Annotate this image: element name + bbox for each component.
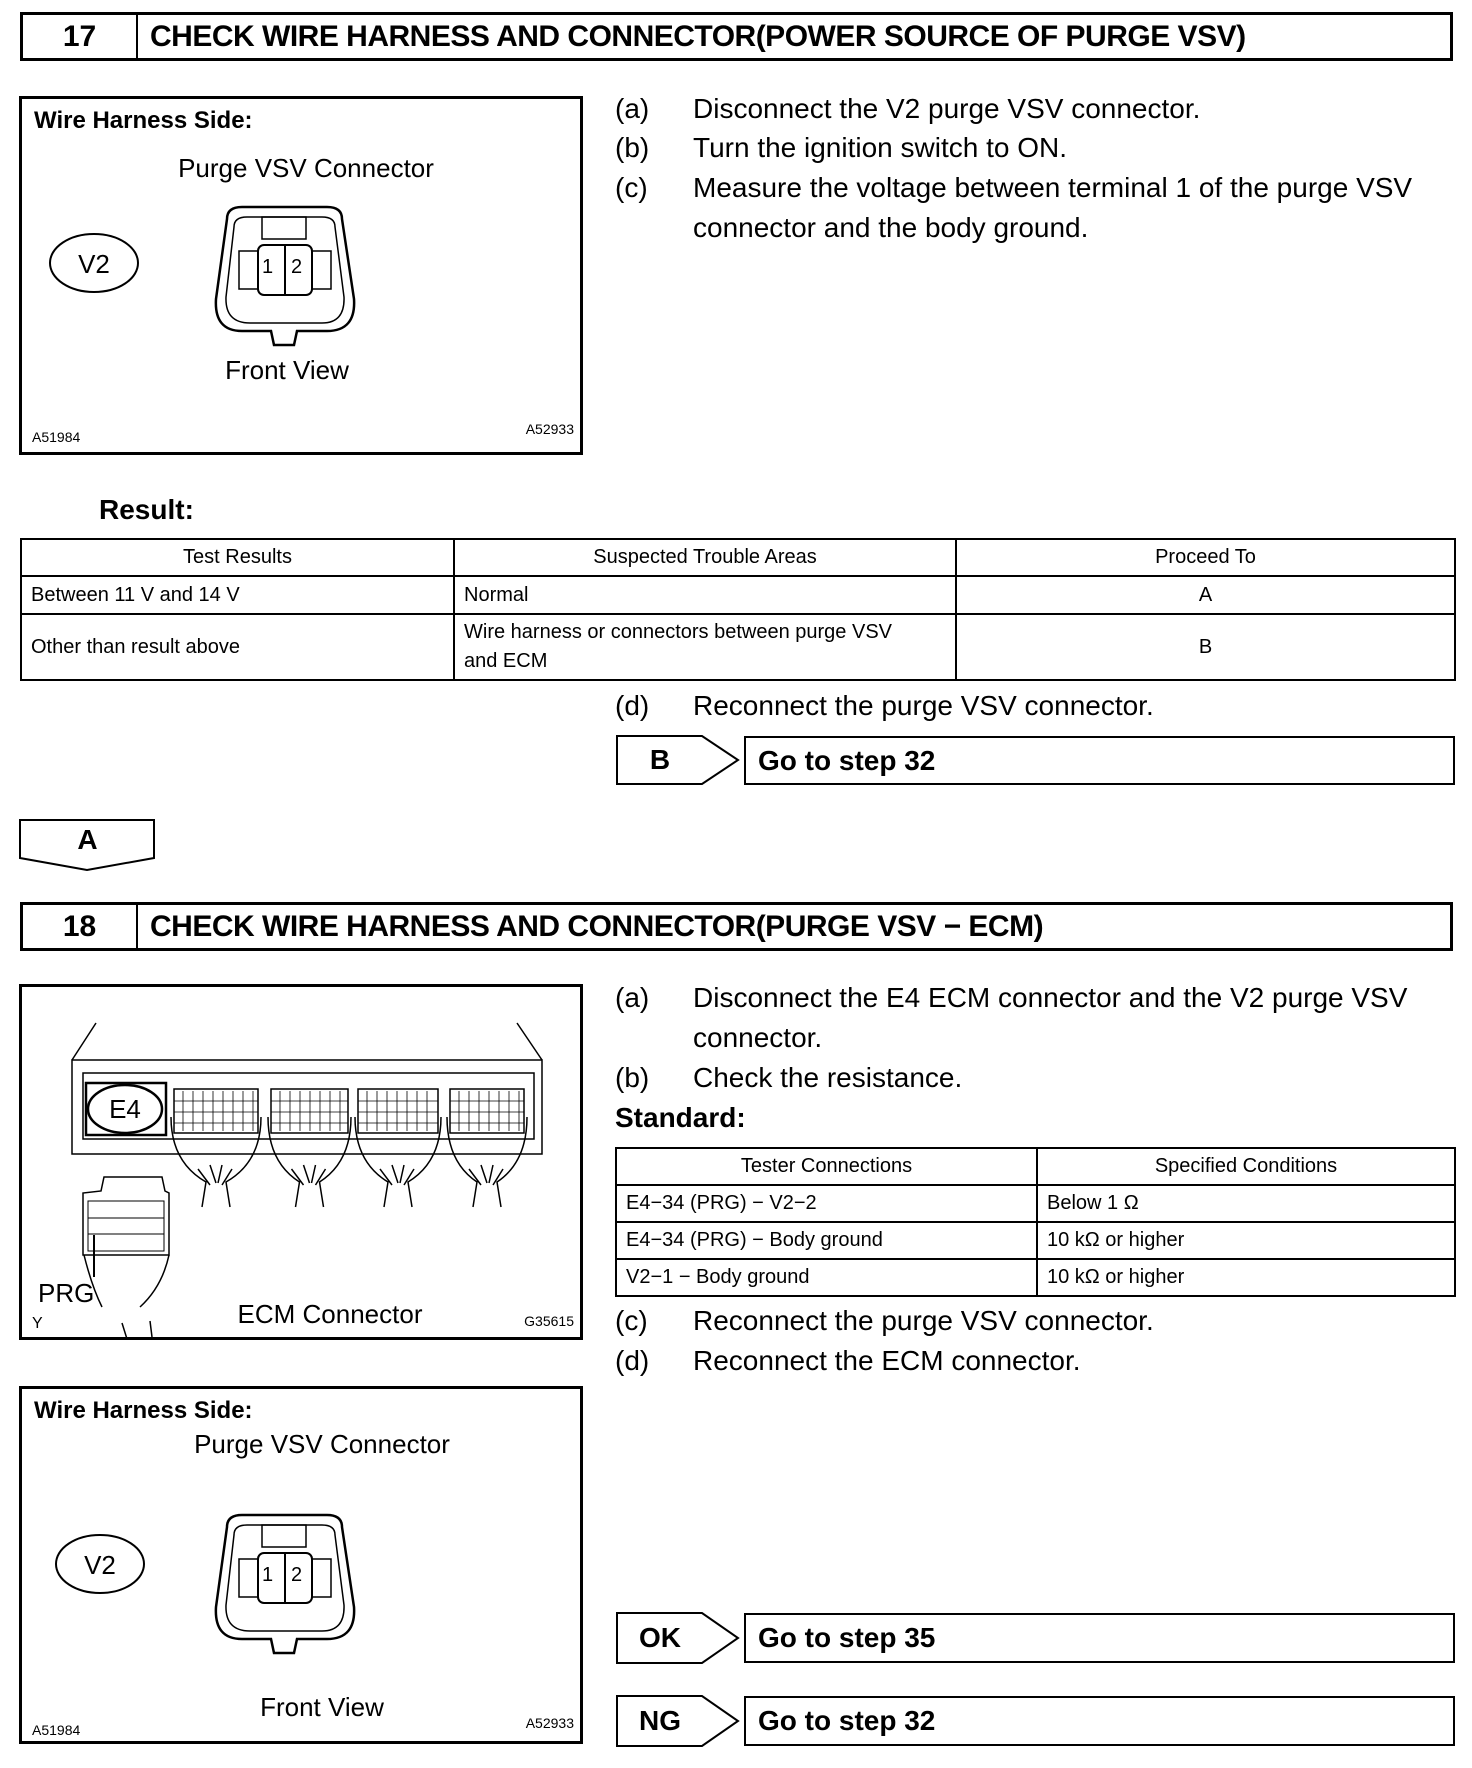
connector-code: V2 <box>84 1550 116 1580</box>
purge-vsv-connector-diagram <box>19 96 583 455</box>
tag-label: OK <box>639 1622 681 1653</box>
pin-2: 2 <box>291 256 303 278</box>
table-row <box>616 1222 1455 1259</box>
diagram-heading: Wire Harness Side: <box>34 107 253 134</box>
table-cell: V2−1 − Body ground <box>616 1259 1037 1296</box>
connector-name: Purge VSV Connector <box>178 153 434 183</box>
table-row <box>21 576 1455 614</box>
result-ng-tag <box>616 1695 740 1747</box>
view-label: Front View <box>225 355 349 385</box>
ecm-connector-block <box>355 1089 441 1207</box>
instruction-key: (a) <box>615 982 650 1013</box>
ecm-connector-code: E4 <box>109 1094 141 1124</box>
instruction-key: (b) <box>615 132 650 163</box>
header-cell: Test Results <box>21 539 454 576</box>
result-label: Result: <box>99 494 194 525</box>
terminal-label: PRG <box>38 1278 95 1308</box>
step-title: CHECK WIRE HARNESS AND CONNECTOR(POWER SOURCE OF PURGE VSV) <box>150 19 1246 53</box>
table-cell: Below 1 Ω <box>1037 1185 1455 1222</box>
instruction-key: (d) <box>615 690 650 721</box>
figure-ref-right: A52933 <box>525 421 574 437</box>
standard-label: Standard: <box>615 1102 746 1133</box>
instruction-text: Reconnect the purge VSV connector. <box>693 690 1154 721</box>
go-to-step-35-link[interactable]: Go to step 35 <box>744 1613 1455 1663</box>
ecm-connector-block <box>171 1089 261 1207</box>
purge-vsv-connector-diagram-2 <box>19 1386 583 1744</box>
table-cell: B <box>956 614 1455 680</box>
header-cell: Specified Conditions <box>1037 1148 1455 1185</box>
connector-name: Purge VSV Connector <box>194 1429 450 1459</box>
result-table <box>20 538 1456 681</box>
instruction-text: Turn the ignition switch to ON. <box>693 132 1068 163</box>
ecm-connector-block <box>268 1089 351 1207</box>
instruction-key: (c) <box>615 172 648 203</box>
pin-1: 1 <box>262 1564 274 1586</box>
step-18-header <box>20 902 1453 951</box>
figure-ref: G35615 <box>524 1313 574 1329</box>
pin-2: 2 <box>291 1564 303 1586</box>
cell-line: and ECM <box>464 650 548 672</box>
ecm-drawing <box>22 987 580 1337</box>
table-row <box>21 614 1455 680</box>
instruction-text: Reconnect the purge VSV connector. <box>693 1305 1154 1336</box>
header-cell: Proceed To <box>956 539 1455 576</box>
diagram-heading: Wire Harness Side: <box>34 1397 253 1424</box>
tag-label: A <box>77 824 98 855</box>
table-cell: A <box>956 576 1455 614</box>
figure-ref-left: A51984 <box>32 1722 81 1738</box>
table-row <box>616 1185 1455 1222</box>
instruction-text: Reconnect the ECM connector. <box>693 1345 1081 1376</box>
instruction-text: connector and the body ground. <box>693 212 1089 243</box>
instruction-text: connector. <box>693 1022 823 1053</box>
standard-table <box>615 1147 1456 1297</box>
figure-ref-right: A52933 <box>525 1715 574 1731</box>
view-label: Front View <box>260 1692 384 1722</box>
tag-label: NG <box>639 1705 681 1736</box>
table-header-row <box>616 1148 1455 1185</box>
result-ok-tag <box>616 1612 740 1664</box>
table-cell: 10 kΩ or higher <box>1037 1222 1455 1259</box>
table-cell: 10 kΩ or higher <box>1037 1259 1455 1296</box>
step-17-header <box>20 12 1453 61</box>
instruction-text: Measure the voltage between terminal 1 of the purge VSV <box>693 172 1413 203</box>
instruction-key: (b) <box>615 1062 650 1093</box>
table-cell <box>454 614 956 680</box>
result-a-tag <box>19 819 156 871</box>
instruction-key: (d) <box>615 1345 650 1376</box>
step-title: CHECK WIRE HARNESS AND CONNECTOR(PURGE VSV − ECM) <box>150 909 1044 943</box>
table-row <box>616 1259 1455 1296</box>
ecm-connector-block <box>447 1089 527 1207</box>
pin-1: 1 <box>262 256 274 278</box>
header-cell: Suspected Trouble Areas <box>454 539 956 576</box>
figure-ref-left: A51984 <box>32 429 81 445</box>
table-cell: E4−34 (PRG) − Body ground <box>616 1222 1037 1259</box>
header-cell: Tester Connections <box>616 1148 1037 1185</box>
step-number: 18 <box>23 905 138 948</box>
instruction-text: Disconnect the E4 ECM connector and the V2 purge VSV <box>693 982 1408 1013</box>
ecm-connector-name: ECM Connector <box>237 1299 423 1329</box>
instruction-text: Check the resistance. <box>693 1062 963 1093</box>
go-to-step-32-link[interactable]: Go to step 32 <box>744 736 1455 785</box>
tag-label: B <box>649 744 671 775</box>
table-header-row <box>21 539 1455 576</box>
result-b-tag <box>616 735 740 785</box>
ecm-connector-diagram <box>19 984 583 1340</box>
instruction-key: (a) <box>615 93 650 124</box>
table-cell: Other than result above <box>21 614 454 680</box>
cell-line: Wire harness or connectors between purge VSV <box>464 621 892 643</box>
connector-code: V2 <box>78 249 110 279</box>
table-cell: Between 11 V and 14 V <box>21 576 454 614</box>
table-cell: E4−34 (PRG) − V2−2 <box>616 1185 1037 1222</box>
instruction-text: Disconnect the V2 purge VSV connector. <box>693 93 1201 124</box>
table-cell: Normal <box>454 576 956 614</box>
go-to-step-32-link[interactable]: Go to step 32 <box>744 1696 1455 1746</box>
instruction-key: (c) <box>615 1305 648 1336</box>
step-number: 17 <box>23 15 138 58</box>
corner-label: Y <box>32 1315 43 1332</box>
